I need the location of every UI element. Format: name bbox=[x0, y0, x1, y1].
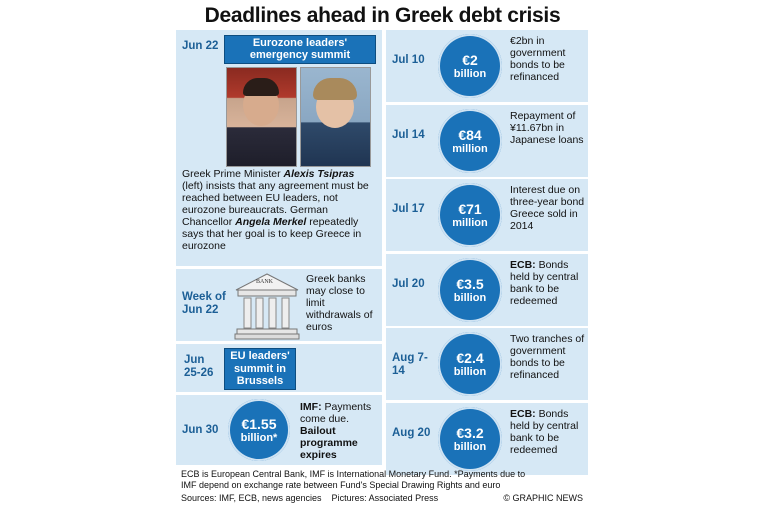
amount-value: €3.2 bbox=[456, 424, 484, 441]
timeline-date: Aug 20 bbox=[392, 427, 431, 439]
timeline-date: Aug 7-14 bbox=[392, 352, 428, 377]
merkel-photo bbox=[300, 67, 371, 167]
timeline-date: Jul 20 bbox=[392, 278, 425, 290]
amount-circle bbox=[438, 34, 502, 98]
summit-tag bbox=[224, 35, 376, 64]
timeline-text bbox=[510, 333, 586, 381]
timeline-row bbox=[386, 328, 588, 400]
timeline-text-body: €2bn in government bonds to be refinanced bbox=[510, 35, 566, 83]
summit-date: Jun 22 bbox=[182, 40, 219, 52]
imf-amount-circle bbox=[228, 399, 290, 461]
amount-value: €2 bbox=[462, 51, 478, 68]
timeline-row bbox=[386, 105, 588, 177]
amount-circle bbox=[438, 407, 502, 471]
timeline-text-body: Repayment of ¥11.67bn in Japanese loans bbox=[510, 110, 584, 146]
sources: Sources: IMF, ECB, news agencies Pictures: Associated Press bbox=[181, 493, 439, 503]
banks-date: Week of Jun 22 bbox=[182, 291, 226, 316]
amount-circle bbox=[438, 258, 502, 322]
amount-unit: million bbox=[452, 216, 488, 229]
amount-value: €3.5 bbox=[456, 275, 484, 292]
footnote-line1: ECB is European Central Bank, IMF is International Monetary Fund. *Payments due to bbox=[181, 469, 526, 479]
amount-value: €71 bbox=[458, 200, 482, 217]
amount-unit: million bbox=[452, 142, 488, 155]
imf-panel bbox=[176, 395, 382, 465]
imf-date: Jun 30 bbox=[182, 424, 219, 436]
timeline-row bbox=[386, 403, 588, 475]
timeline-row bbox=[386, 30, 588, 102]
timeline-date: Jul 10 bbox=[392, 54, 425, 66]
credit: © GRAPHIC NEWS bbox=[503, 493, 583, 503]
timeline-text-body: Bonds held by central bank to be redeemed bbox=[510, 259, 579, 307]
tsipras-name: Alexis Tsipras bbox=[283, 168, 355, 180]
timeline-text-bold: ECB: bbox=[510, 259, 536, 271]
timeline-text bbox=[510, 35, 586, 83]
summit-text: Greek Prime Minister Alexis Tsipras (left) insists that any agreement must be reached between EU leaders, not eurozone bureaucrats. German Chancellor Angela Merkel repeatedly says that her goal is to keep Greece in eurozone bbox=[182, 168, 369, 252]
timeline-text-body: Two tranches of government bonds to be refinanced bbox=[510, 333, 585, 381]
amount-circle bbox=[438, 109, 502, 173]
timeline-text bbox=[510, 408, 586, 456]
timeline-text bbox=[510, 110, 586, 146]
timeline-text-body: Bonds held by central bank to be redeemed bbox=[510, 408, 579, 456]
timeline-text bbox=[510, 259, 586, 307]
bank-label: BANK bbox=[256, 279, 274, 285]
page-title: Deadlines ahead in Greek debt crisis bbox=[204, 4, 561, 27]
amount-value: €2.4 bbox=[456, 349, 484, 366]
amount-unit: billion bbox=[453, 67, 487, 80]
timeline-row bbox=[386, 179, 588, 251]
timeline-date: Jul 14 bbox=[392, 129, 425, 141]
amount-unit: billion bbox=[453, 365, 487, 378]
timeline-text-body: Interest due on three-year bond Greece sold in 2014 bbox=[510, 184, 585, 232]
timeline-text-bold: ECB: bbox=[510, 408, 536, 420]
timeline-text bbox=[510, 184, 586, 232]
brussels-tag: EU leaders' summit in Brussels bbox=[224, 348, 296, 390]
footnote-line2: IMF depend on exchange rate between Fund's Special Drawing Rights and euro bbox=[181, 480, 501, 490]
imf-text: IMF: Payments come due. Bailout programme expires bbox=[300, 401, 372, 461]
timeline-date: Jul 17 bbox=[392, 203, 425, 215]
banks-text: Greek banks may close to limit withdrawals of euros bbox=[306, 273, 373, 333]
brussels-date: Jun 25-26 bbox=[184, 354, 214, 379]
amount-value: €84 bbox=[458, 126, 482, 143]
amount-unit: billion bbox=[453, 291, 487, 304]
timeline-row bbox=[386, 254, 588, 326]
amount-circle bbox=[438, 332, 502, 396]
amount-circle bbox=[438, 183, 502, 247]
imf-unit: billion* bbox=[240, 431, 278, 444]
tsipras-photo bbox=[226, 67, 297, 167]
banks-panel bbox=[176, 269, 382, 341]
summit-tag-line1: Eurozone leaders' bbox=[252, 37, 348, 49]
summit-panel bbox=[176, 30, 382, 266]
brussels-panel bbox=[176, 344, 382, 392]
merkel-name: Angela Merkel bbox=[235, 216, 307, 228]
imf-amount: €1.55 bbox=[241, 415, 277, 432]
summit-tag-line2: emergency summit bbox=[249, 49, 351, 61]
amount-unit: billion bbox=[453, 440, 487, 453]
